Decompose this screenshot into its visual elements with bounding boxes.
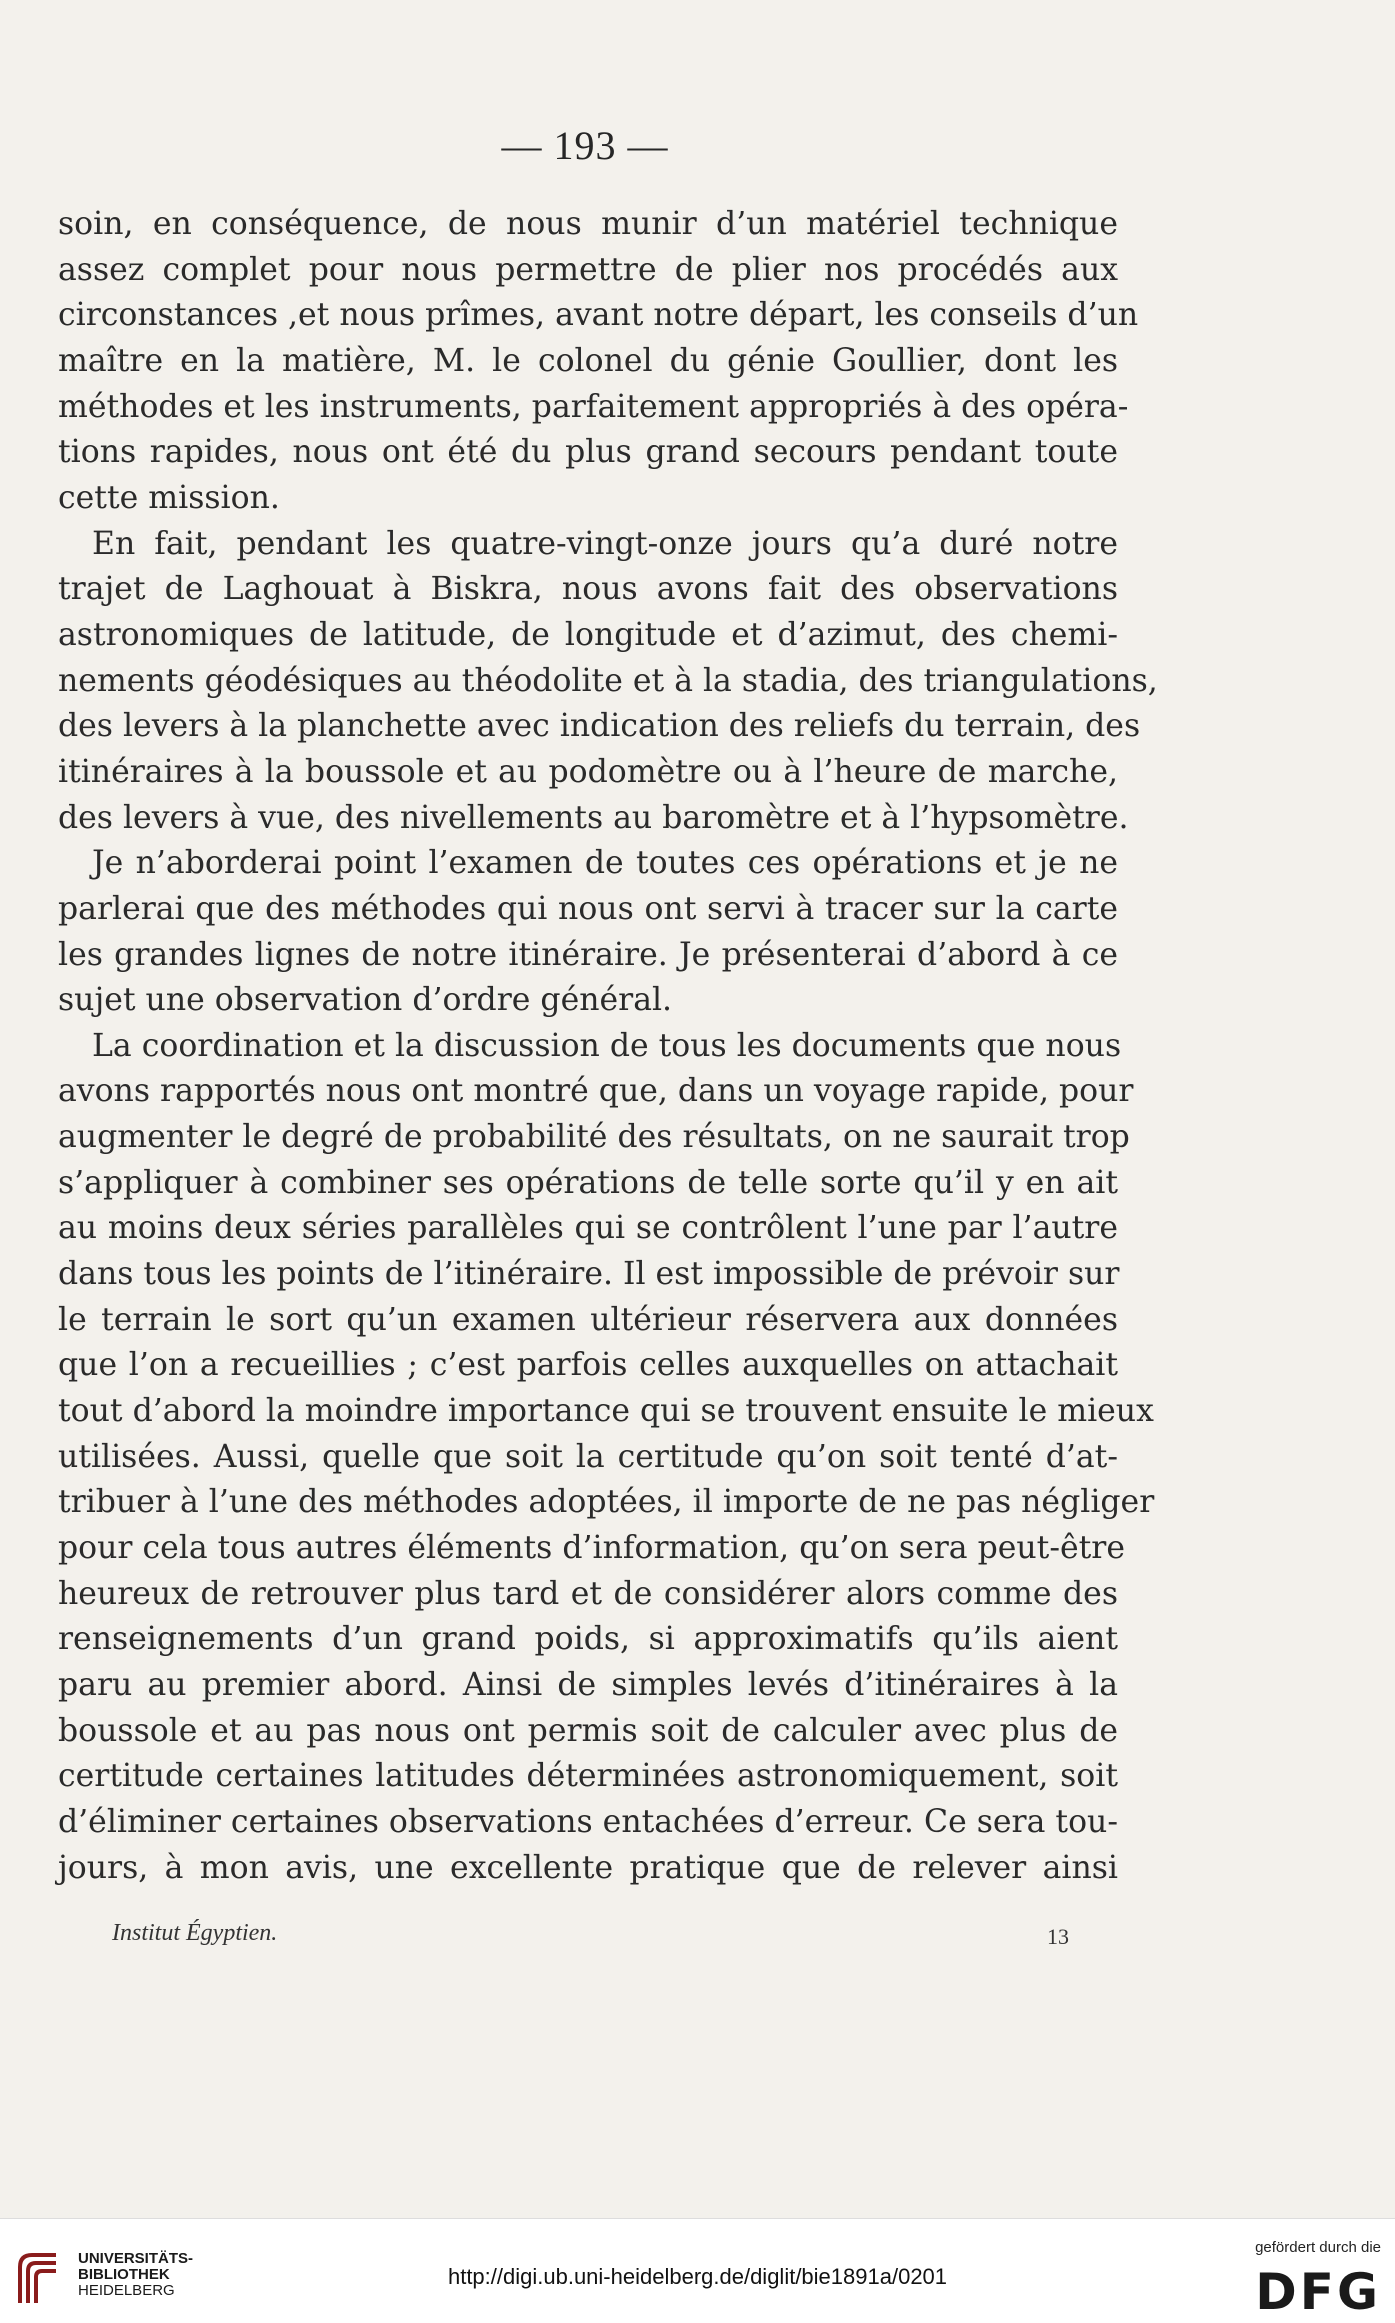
text-line: augmenter le degré de probabilité des résultats, on ne saurait trop xyxy=(58,1119,1130,1156)
text-line: En fait, pendant les quatre-vingt-onze jours qu’a duré notre xyxy=(92,525,1118,562)
library-name-line3: HEIDELBERG xyxy=(78,2282,175,2299)
text-line: maître en la matière, M. le colonel du génie Goullier, dont les xyxy=(58,342,1118,379)
text-line: boussole et au pas nous ont permis soit de calculer avec plus de xyxy=(58,1712,1118,1749)
text-line: avons rapportés nous ont montré que, dans un voyage rapide, pour xyxy=(58,1073,1134,1110)
text-line: s’appliquer à combiner ses opérations de telle sorte qu’il y en ait xyxy=(58,1164,1118,1201)
text-line: des levers à vue, des nivellements au baromètre et à l’hypsomètre. xyxy=(58,799,1129,836)
text-line: paru au premier abord. Ainsi de simples levés d’itinéraires à la xyxy=(58,1667,1118,1703)
text-line: les grandes lignes de notre itinéraire. Je présenterai d’abord à ce xyxy=(58,936,1118,973)
text-line: itinéraires à la boussole et au podomètre ou à l’heure de marche, xyxy=(58,753,1118,790)
funder-note: gefördert durch die xyxy=(1255,2239,1381,2256)
text-line: astronomiques de latitude, de longitude et d’azimut, des chemi- xyxy=(58,616,1118,653)
text-line: pour cela tous autres éléments d’information, qu’on sera peut-être xyxy=(58,1530,1125,1567)
footer-signature: Institut Égyptien. xyxy=(112,1920,278,1946)
text-line: nements géodésiques au théodolite et à la stadia, des triangulations, xyxy=(58,662,1158,699)
text-line: heureux de retrouver plus tard et de considérer alors comme des xyxy=(58,1575,1118,1612)
text-line: dans tous les points de l’itinéraire. Il est impossible de prévoir sur xyxy=(58,1256,1120,1293)
text-line: sujet une observation d’ordre général. xyxy=(58,982,673,1019)
text-line: La coordination et la discussion de tous les documents que nous xyxy=(92,1027,1122,1064)
permalink-url[interactable]: http://digi.ub.uni-heidelberg.de/diglit/bie1891a/0201 xyxy=(447,2264,948,2289)
footer-sheet-number: 13 xyxy=(1047,1924,1069,1949)
text-line: utilisées. Aussi, quelle que soit la certitude qu’on soit tenté d’at- xyxy=(58,1438,1118,1475)
text-line: circonstances ,et nous prîmes, avant notre départ, les conseils d’un xyxy=(58,297,1139,334)
text-line: tions rapides, nous ont été du plus grand secours pendant toute xyxy=(58,434,1118,471)
viewer-footer-bar xyxy=(0,2218,1395,2323)
text-line: le terrain le sort qu’un examen ultérieur réservera aux données xyxy=(58,1301,1118,1338)
text-line: assez complet pour nous permettre de plier nos procédés aux xyxy=(58,251,1118,288)
library-name-line1: UNIVERSITÄTS- xyxy=(78,2250,194,2267)
body-text xyxy=(58,202,1158,1891)
text-line: soin, en conséquence, de nous munir d’un matériel technique xyxy=(58,206,1118,242)
text-line: d’éliminer certaines observations entachées d’erreur. Ce sera tou- xyxy=(58,1803,1118,1840)
text-line: jours, à mon avis, une excellente pratique que de relever ainsi xyxy=(58,1849,1118,1886)
text-line: Je n’aborderai point l’examen de toutes ces opérations et je ne xyxy=(92,845,1118,882)
text-line: renseignements d’un grand poids, si approximatifs qu’ils aient xyxy=(58,1621,1118,1658)
text-line: certitude certaines latitudes déterminées astronomiquement, soit xyxy=(58,1758,1118,1795)
text-line: que l’on a recueillies ; c’est parfois celles auxquelles on attachait xyxy=(58,1347,1118,1384)
page-number: — 193 — xyxy=(501,123,669,168)
text-line: tout d’abord la moindre importance qui se trouvent ensuite le mieux xyxy=(58,1393,1154,1430)
text-line: trajet de Laghouat à Biskra, nous avons fait des observations xyxy=(58,571,1118,608)
dfg-logo: DFG xyxy=(1255,2263,1381,2321)
library-name-line2: BIBLIOTHEK xyxy=(78,2266,170,2283)
text-line: parlerai que des méthodes qui nous ont servi à tracer sur la carte xyxy=(58,890,1118,927)
text-line: au moins deux séries parallèles qui se contrôlent l’une par l’autre xyxy=(58,1210,1118,1247)
text-line: tribuer à l’une des méthodes adoptées, il importe de ne pas négliger xyxy=(58,1484,1155,1521)
text-line: des levers à la planchette avec indication des reliefs du terrain, des xyxy=(58,708,1141,745)
text-line: cette mission. xyxy=(58,479,280,516)
text-line: méthodes et les instruments, parfaitement appropriés à des opéra- xyxy=(58,388,1129,425)
